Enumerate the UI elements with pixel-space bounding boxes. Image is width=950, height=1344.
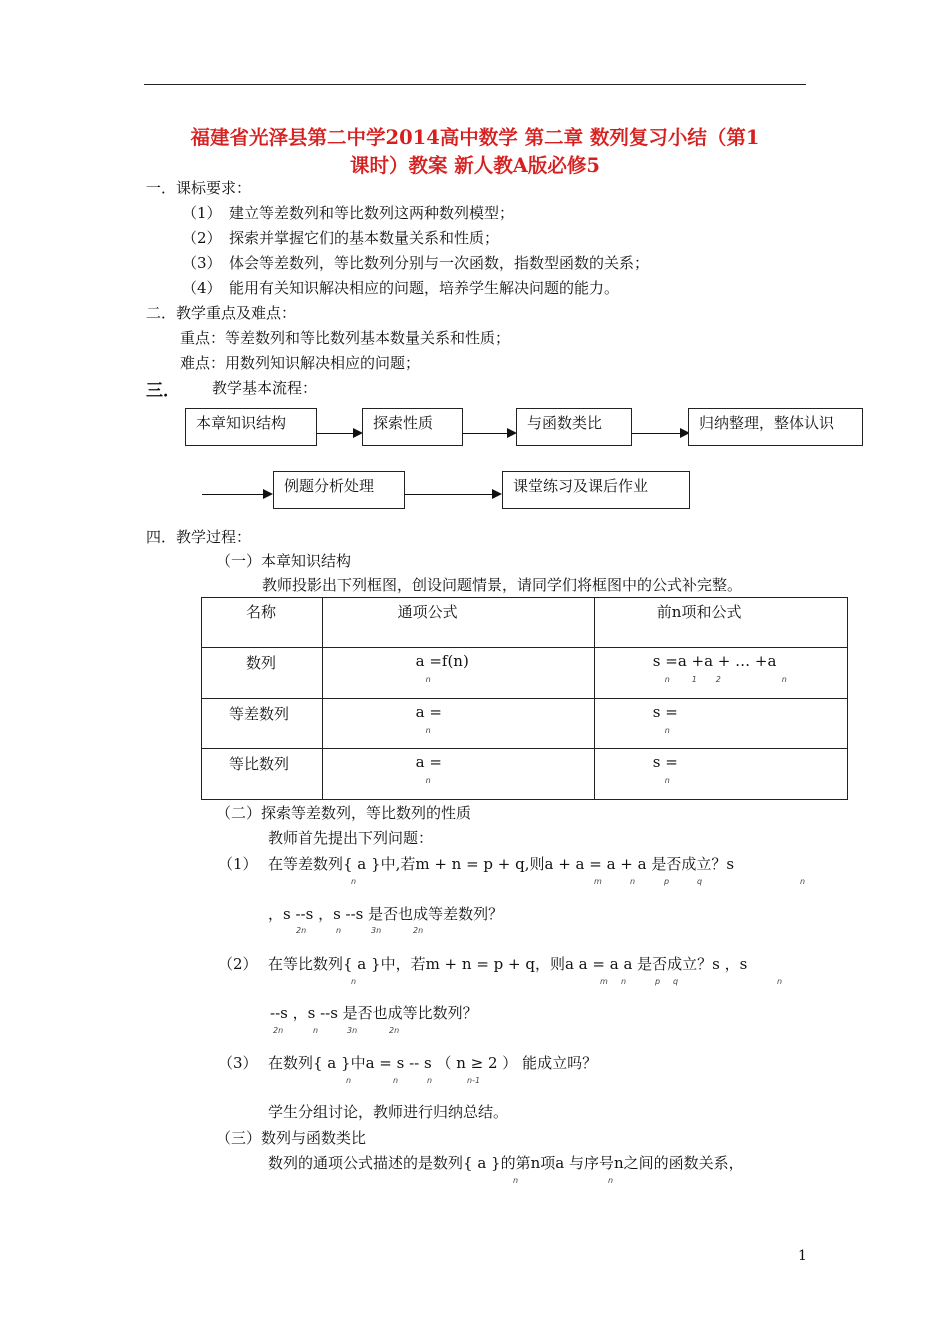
- row-name: 数列: [246, 654, 277, 672]
- flow-box-function-analogy: 与函数类比: [516, 408, 632, 446]
- flow-box-examples: 例题分析处理: [273, 471, 405, 509]
- row-name: 等差数列: [229, 705, 290, 723]
- flow-arrow: [317, 433, 357, 434]
- table-header-row: [202, 598, 848, 648]
- flow-arrow: [632, 433, 684, 434]
- row-general-formula: a =f(n): [415, 652, 469, 670]
- table-header-general: 通项公式: [397, 603, 458, 621]
- question-3-number: （3）: [218, 1054, 258, 1072]
- row-name: 等比数列: [229, 755, 290, 773]
- section2-heading: 二．教学重点及难点：: [146, 304, 297, 322]
- flow-box-practice: 课堂练习及课后作业: [502, 471, 690, 509]
- table-header-name: 名称: [246, 603, 277, 621]
- row-sum-formula: s =: [652, 703, 678, 721]
- question-2-line1: 在等比数列{ a }中，若m + n = p + q，则a a = a a 是否成立？s ，s: [268, 955, 748, 973]
- question-1-line2: ，s --s ，s --s 是否也成等差数列？: [268, 905, 504, 923]
- section4-heading: 四．教学过程：: [146, 528, 252, 546]
- doc-title-line1: 福建省光泽县第二中学2014高中数学 第二章 数列复习小结（第1: [190, 126, 760, 149]
- flow-box-summarize: 归纳整理，整体认识: [688, 408, 863, 446]
- table-header-sum: 前n项和公式: [656, 603, 742, 621]
- table-row: 等差数列 a = n s = n: [202, 699, 848, 749]
- flow-box-explore-properties: 探索性质: [362, 408, 463, 446]
- section1-item: （3） 体会等差数列，等比数列分别与一次函数，指数型函数的关系；: [182, 254, 650, 272]
- section1-item: （2） 探索并掌握它们的基本数量关系和性质；: [182, 229, 500, 247]
- part1-heading: （一）本章知识结构: [216, 552, 352, 570]
- part3-heading: （三）数列与函数类比: [216, 1129, 367, 1147]
- question-2-line2: --s ，s --s 是否也成等比数列？: [270, 1004, 478, 1022]
- difficult-points: 难点：用数列知识解决相应的问题；: [180, 354, 421, 372]
- row-general-formula: a =: [415, 753, 442, 771]
- table-row: 数列 a =f(n) n s =a +a + … +a n 1 2 n: [202, 648, 848, 699]
- row-general-formula: a =: [415, 703, 442, 721]
- flow-arrow: [202, 494, 266, 495]
- question-2-number: （2）: [218, 955, 258, 973]
- table-row: 等比数列 a = n s = n: [202, 749, 848, 800]
- part2-intro: 教师首先提出下列问题：: [268, 829, 434, 847]
- flow-box-knowledge-structure: 本章知识结构: [185, 408, 317, 446]
- section1-item: （1） 建立等差数列和等比数列这两种数列模型；: [182, 204, 515, 222]
- discussion-note: 学生分组讨论，教师进行归纳总结。: [268, 1103, 509, 1121]
- section1-item: （4） 能用有关知识解决相应的问题，培养学生解决问题的能力。: [182, 279, 620, 297]
- question-3-line1: 在数列{ a }中a = s -- s （ n ≥ 2 ） 能成立吗？: [268, 1054, 598, 1072]
- doc-title-line2: 课时）教案 新人教A版必修5: [350, 154, 600, 177]
- part3-text: 数列的通项公式描述的是数列{ a }的第n项a 与序号n之间的函数关系，: [268, 1154, 744, 1172]
- row-sum-formula: s =: [652, 753, 678, 771]
- section3-number: 三．: [146, 381, 180, 401]
- formula-table: [201, 597, 848, 800]
- page-number: 1: [798, 1248, 807, 1264]
- flow-arrow: [405, 494, 493, 495]
- section1-heading: 一．课标要求：: [146, 179, 252, 197]
- part1-intro: 教师投影出下列框图，创设问题情景，请同学们将框图中的公式补完整。: [262, 576, 743, 594]
- section3-heading: 教学基本流程：: [212, 379, 318, 397]
- flow-arrow: [463, 433, 511, 434]
- arrow-head-icon: [492, 489, 502, 499]
- question-1-number: （1）: [218, 855, 258, 873]
- arrow-head-icon: [263, 489, 273, 499]
- question-1-line1: 在等差数列{ a }中,若m + n = p + q,则a + a = a + a 是否成立？s: [268, 855, 735, 873]
- row-sum-formula: s =a +a + … +a: [652, 652, 777, 670]
- header-rule: [144, 84, 806, 85]
- key-points: 重点：等差数列和等比数列基本数量关系和性质；: [180, 329, 511, 347]
- part2-heading: （二）探索等差数列，等比数列的性质: [216, 804, 472, 822]
